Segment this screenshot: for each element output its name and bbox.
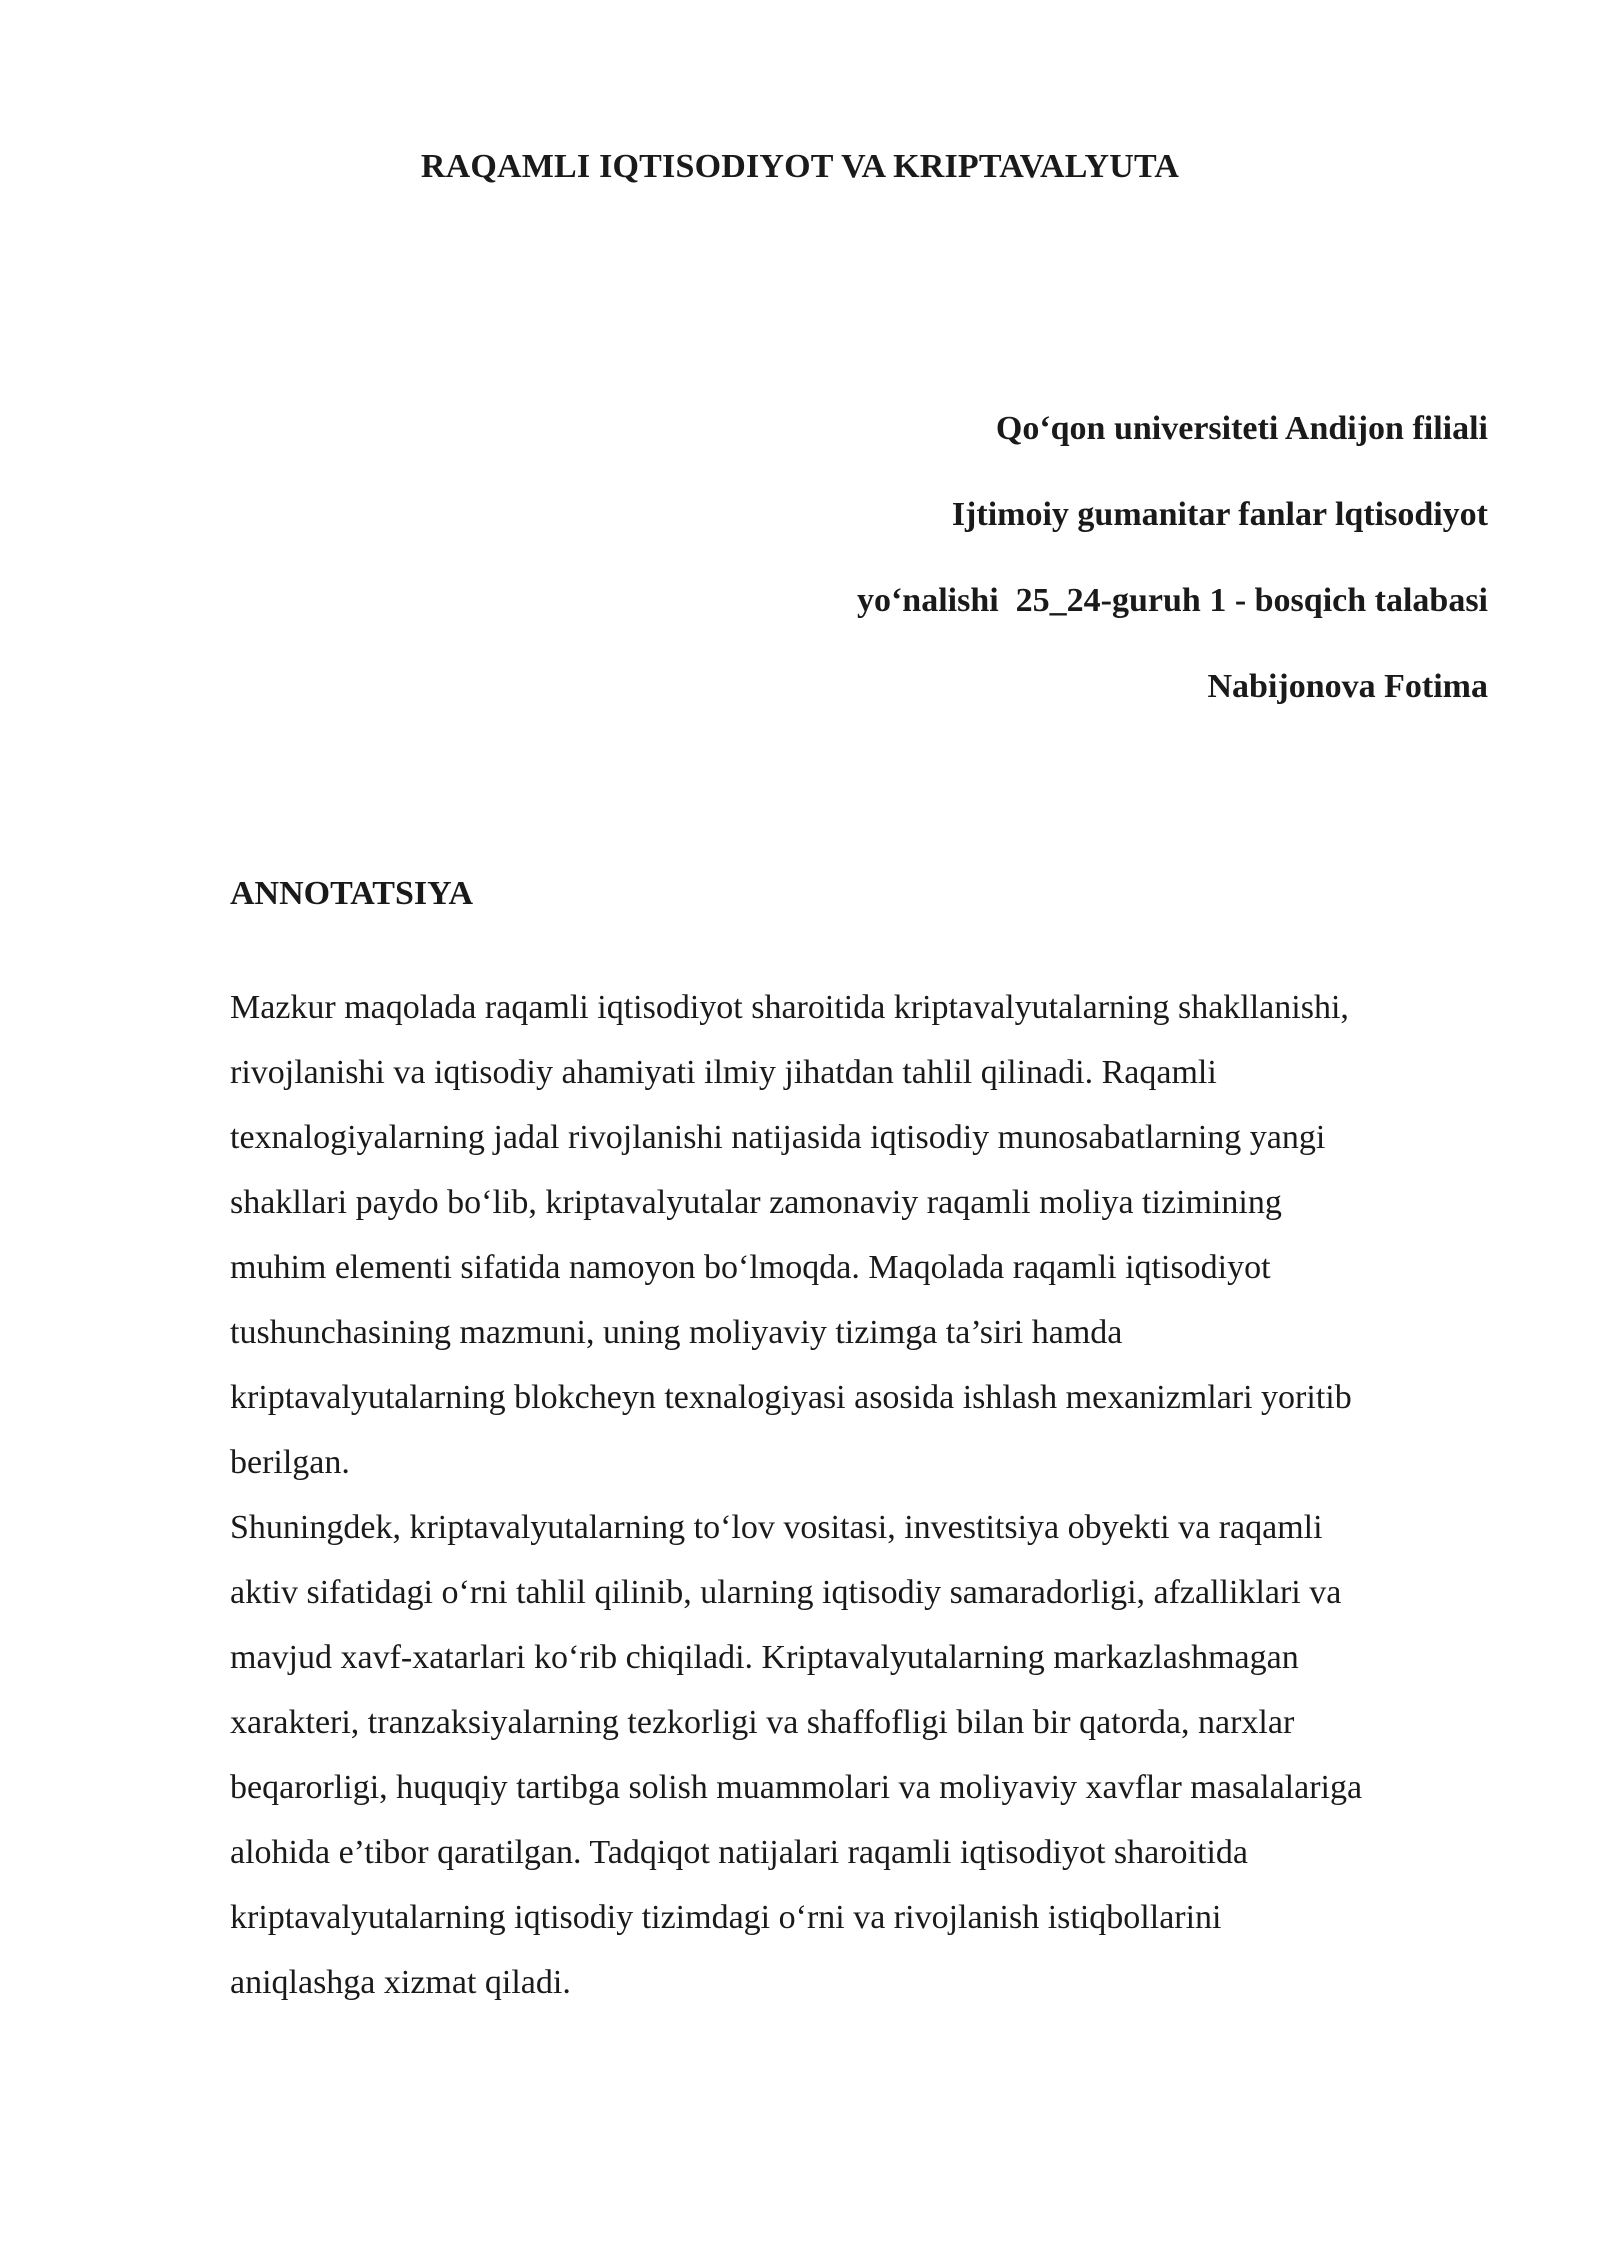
author-group: yo‘nalishi 25_24-guruh 1 - bosqich talabasi [856,582,1488,619]
body-line: aniqlashga xizmat qiladi. [230,1964,571,2001]
author-faculty: Ijtimoiy gumanitar fanlar lqtisodiyot [951,496,1488,533]
body-line: kriptavalyutalarning blokcheyn texnalogiyasi asosida ishlash mexanizmlari yoritib [230,1379,1352,1416]
body-line: aktiv sifatidagi o‘rni tahlil qilinib, ularning iqtisodiy samaradorligi, afzalliklari va [230,1574,1342,1611]
body-line: Mazkur maqolada raqamli iqtisodiyot sharoitida kriptavalyutalarning shakllanishi, [230,989,1349,1026]
body-line: kriptavalyutalarning iqtisodiy tizimdagi o‘rni va rivojlanish istiqbollarini [230,1899,1222,1936]
body-line: muhim elementi sifatida namoyon bo‘lmoqda. Maqolada raqamli iqtisodiyot [230,1249,1271,1286]
body-line: rivojlanishi va iqtisodiy ahamiyati ilmiy jihatdan tahlil qilinadi. Raqamli [230,1054,1217,1091]
body-line: xarakteri, tranzaksiyalarning tezkorligi va shaffofligi bilan bir qatorda, narxlar [230,1704,1295,1741]
body-line: alohida e’tibor qaratilgan. Tadqiqot natijalari raqamli iqtisodiyot sharoitida [230,1834,1248,1871]
body-line: tushunchasining mazmuni, uning moliyaviy tizimga ta’siri hamda [230,1314,1123,1351]
section-heading: ANNOTATSIYA [230,875,474,912]
author-name: Nabijonova Fotima [1207,668,1488,705]
document-title: RAQAMLI IQTISODIYOT VA KRIPTAVALYUTA [420,148,1180,185]
author-university: Qo‘qon universiteti Andijon filiali [995,410,1488,447]
body-line: Shuningdek, kriptavalyutalarning to‘lov vositasi, investitsiya obyekti va raqamli [230,1509,1323,1546]
body-line: texnalogiyalarning jadal rivojlanishi natijasida iqtisodiy munosabatlarning yangi [230,1119,1326,1156]
author-info-block [588,386,1488,730]
body-line: shakllari paydo bo‘lib, kriptavalyutalar zamonaviy raqamli moliya tizimining [230,1184,1282,1221]
body-line: berilgan. [230,1444,350,1481]
body-line: mavjud xavf-xatarlari ko‘rib chiqiladi. Kriptavalyutalarning markazlashmagan [230,1639,1299,1676]
annotation-body [230,975,1500,2015]
body-line: beqarorligi, huquqiy tartibga solish muammolari va moliyaviy xavflar masalalariga [230,1769,1363,1806]
